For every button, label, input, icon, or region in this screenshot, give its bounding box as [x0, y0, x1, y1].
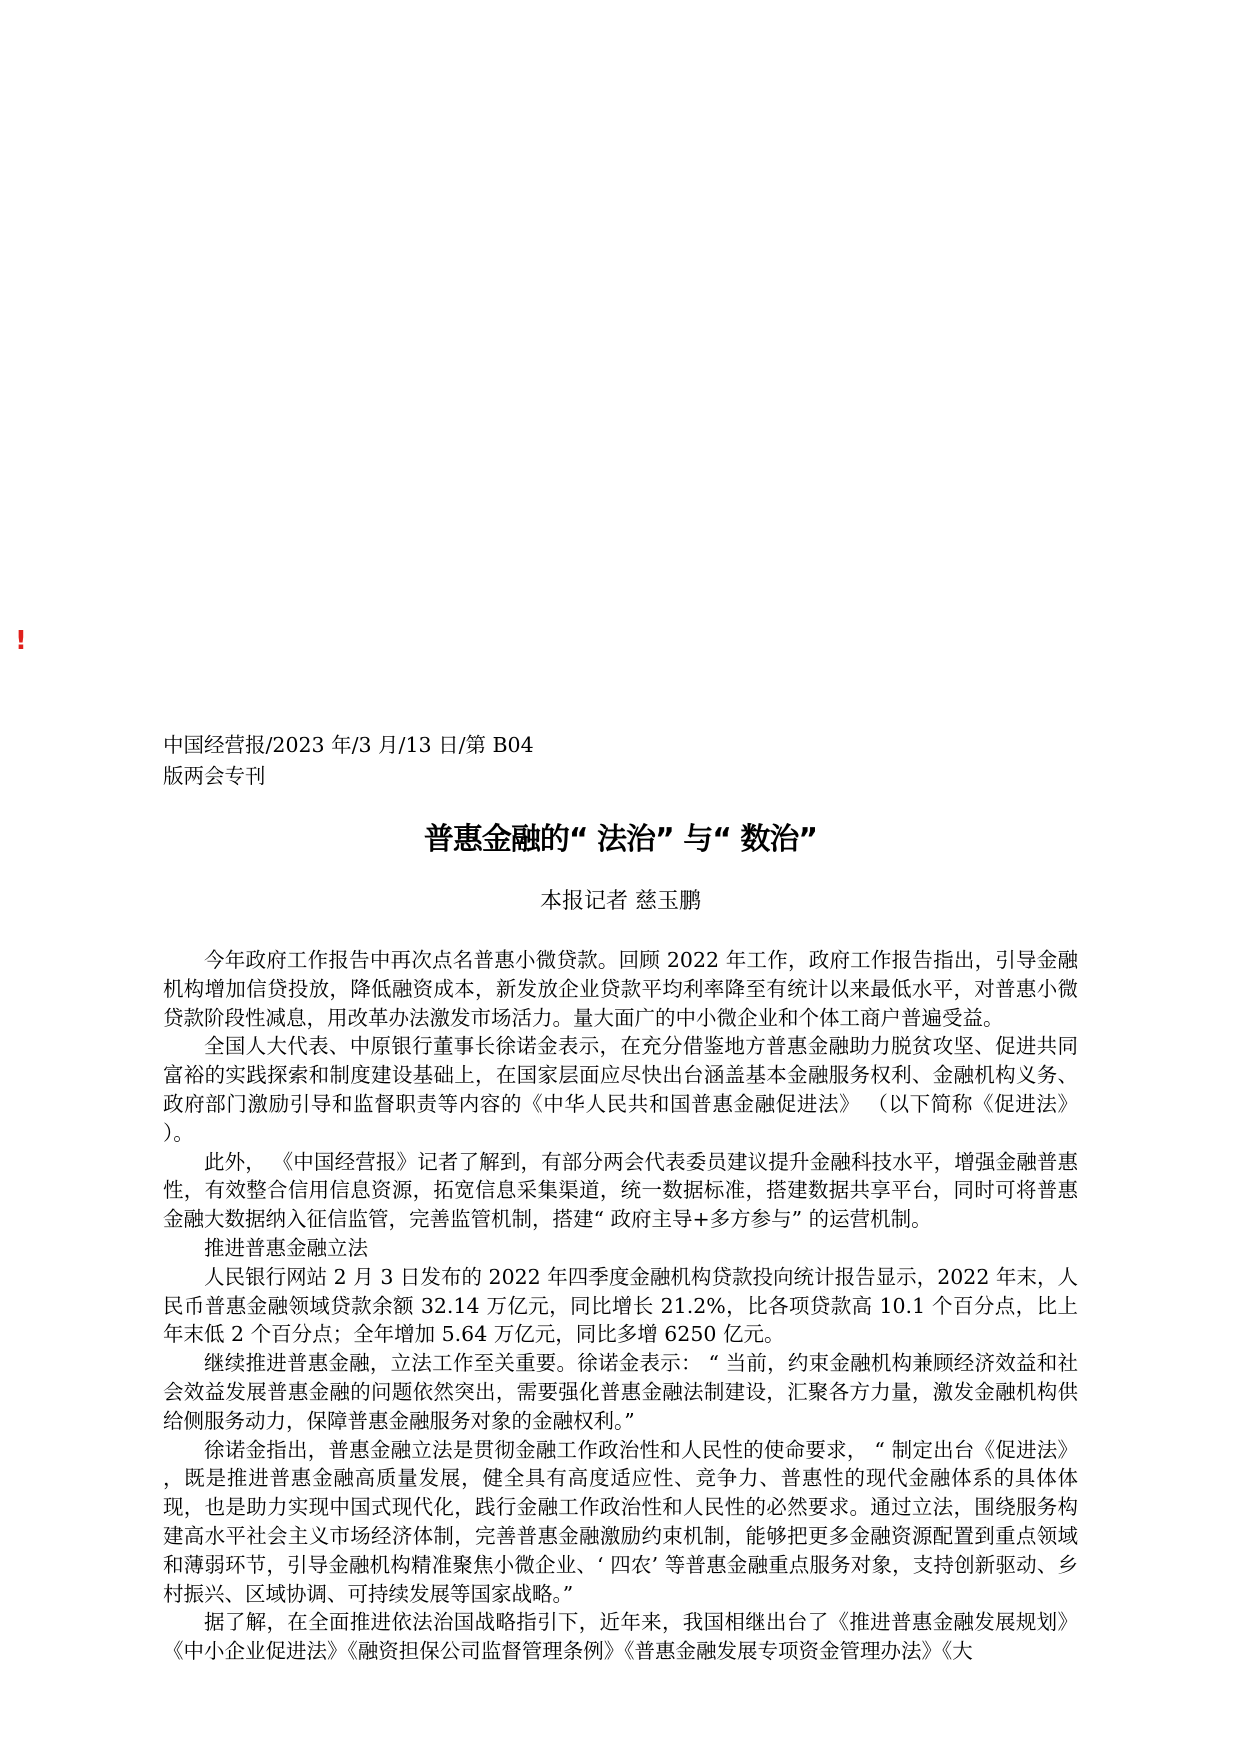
- paragraph: 此外， 《中国经营报》记者了解到，有部分两会代表委员建议提升金融科技水平，增强金融普惠性，有效整合信用信息资源，拓宽信息采集渠道，统一数据标准，搭建数据共享平台，同时可将普惠金融大数据纳入征信监管，完善监管机制，搭建“ 政府主导+多方参与” 的运营机制。: [163, 1149, 1078, 1232]
- red-exclamation-mark: !: [15, 626, 27, 656]
- paragraph: 徐诺金指出，普惠金融立法是贯彻金融工作政治性和人民性的使命要求， “ 制定出台《促进法》 ，既是推进普惠金融高质量发展，健全具有高度适应性、竞争力、普惠性的现代金融体系的具体体现，也是助力实现中国式现代化，践行金融工作政治性和人民性的必然要求。通过立法，围绕服务构建高水平社会主义市场经济体制，完善普惠金融激励约束机制，能够把更多金融资源配置到重点领域和薄弱环节，引导金融机构精准聚焦小微企业、‘ 四农’ 等普惠金融重点服务对象，支持创新驱动、乡村振兴、区域协调、可持续发展等国家战略。”: [163, 1437, 1078, 1606]
- source-line: 中国经营报/2023 年/3 月/13 日/第 B04: [163, 733, 534, 757]
- paragraph: 全国人大代表、中原银行董事长徐诺金表示，在充分借鉴地方普惠金融助力脱贫攻坚、促进共同富裕的实践探索和制度建设基础上，在国家层面应尽快出台涵盖基本金融服务权利、金融机构义务、政府部门激励引导和监督职责等内容的《中华人民共和国普惠金融促进法》 （以下简称《促进法》 ）。: [163, 1034, 1078, 1145]
- article-body: [163, 946, 1078, 1666]
- paragraph: 今年政府工作报告中再次点名普惠小微贷款。回顾 2022 年工作，政府工作报告指出，引导金融机构增加信贷投放，降低融资成本，新发放企业贷款平均利率降至有统计以来最低水平，对普惠小微贷款阶段性减息，用改革办法激发市场活力。量大面广的中小微企业和个体工商户普遍受益。: [163, 948, 1078, 1030]
- section-heading: 推进普惠金融立法: [204, 1235, 368, 1260]
- source-line: 版两会专刊: [163, 764, 266, 788]
- byline: 本报记者 慈玉鹏: [540, 889, 701, 914]
- paragraph: 继续推进普惠金融，立法工作至关重要。徐诺金表示： “ 当前，约束金融机构兼顾经济效益和社会效益发展普惠金融的问题依然突出，需要强化普惠金融法制建设，汇聚各方力量，激发金融机构供给侧服务动力，保障普惠金融服务对象的金融权利。”: [163, 1351, 1078, 1433]
- source-info: [163, 730, 583, 792]
- paragraph: 人民银行网站 2 月 3 日发布的 2022 年四季度金融机构贷款投向统计报告显示，2022 年末，人民币普惠金融领域贷款余额 32.14 万亿元，同比增长 21.2%，比各项贷款高 10.1 个百分点，比上年末低 2 个百分点；全年增加 5.64 万亿元，同比多增 6250 亿元。: [163, 1264, 1078, 1347]
- article-title: 普惠金融的“ 法治” 与“ 数治”: [423, 822, 818, 857]
- paragraph: 据了解，在全面推进依法治国战略指引下，近年来，我国相继出台了《推进普惠金融发展规划》《中小企业促进法》《融资担保公司监督管理条例》《普惠金融发展专项资金管理办法》《大: [163, 1610, 1078, 1664]
